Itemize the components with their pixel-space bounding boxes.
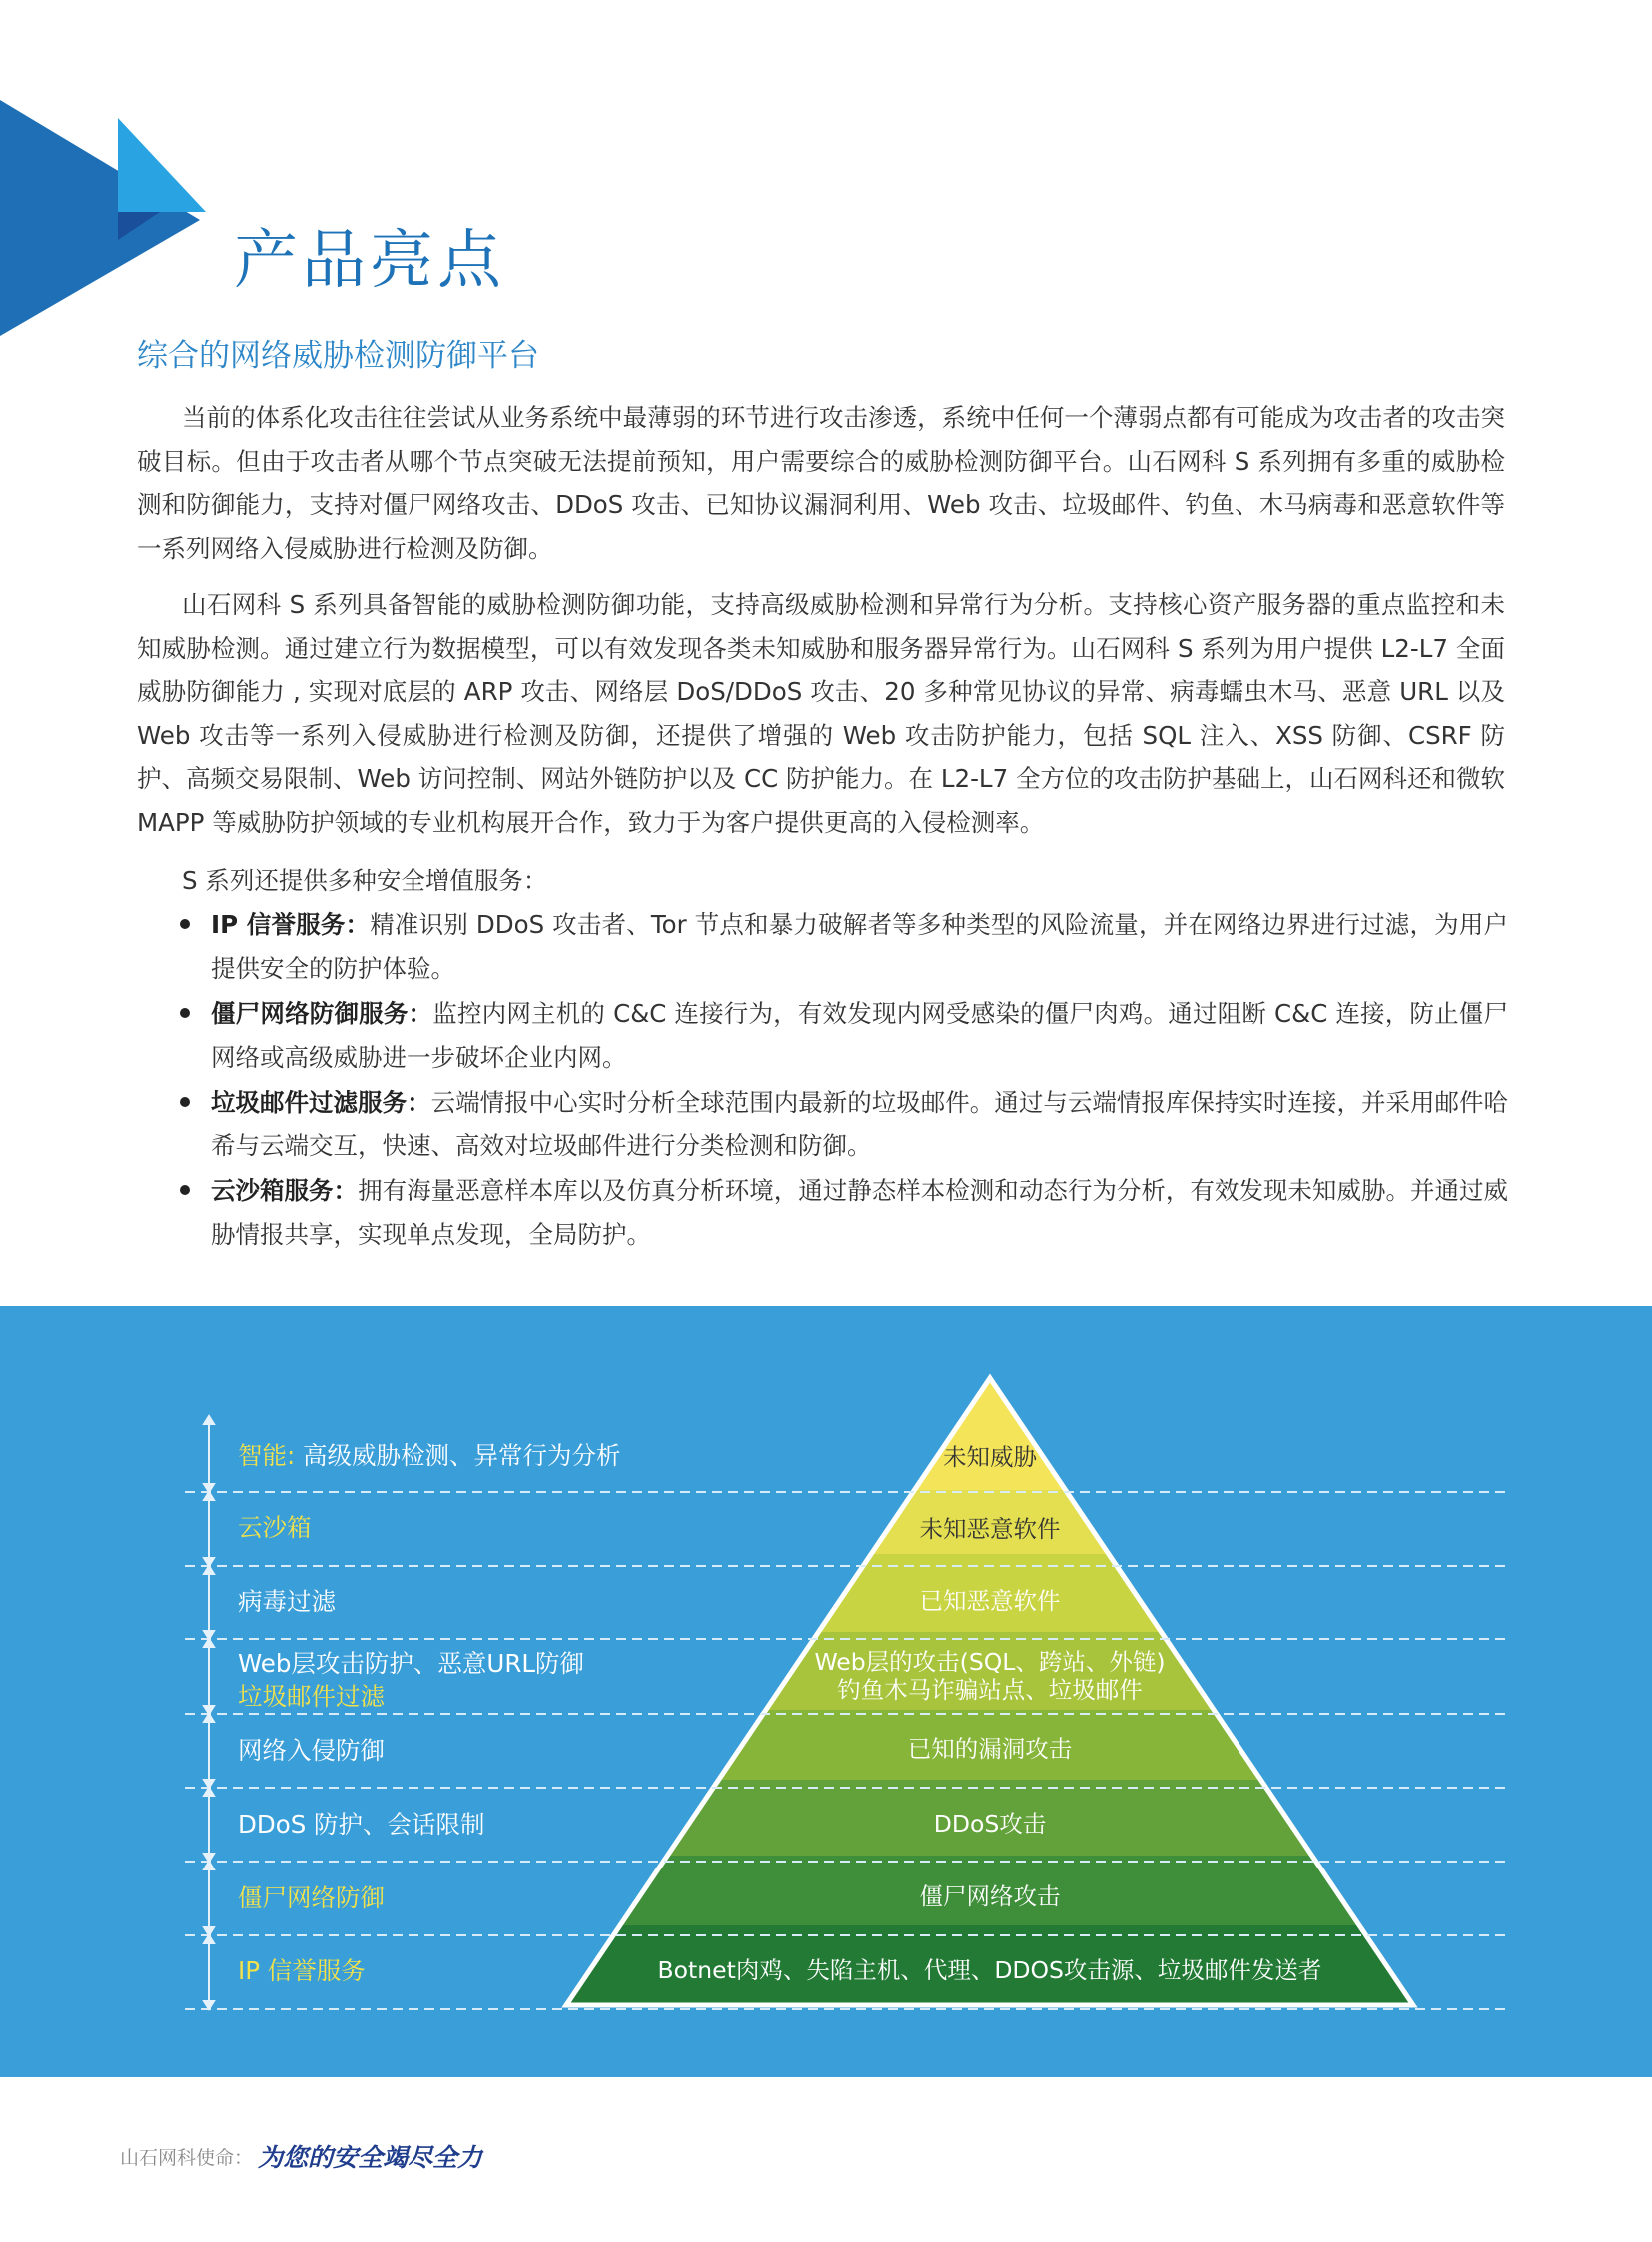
defense-label-intelligent [238, 1439, 621, 1473]
tier-label-web-attacks: Web层的攻击(SQL、跨站、外链) [814, 1648, 1166, 1676]
tier-label-phishing: 钓鱼木马诈骗站点、垃圾邮件 [837, 1676, 1143, 1704]
defense-label-ips: 网络入侵防御 [238, 1736, 385, 1765]
footer-slogan: 为您的安全竭尽全力 [258, 2143, 483, 2172]
service-item-cloud-sandbox [180, 1169, 1508, 1256]
service-text: 精准识别 DDoS 攻击者、Tor 节点和暴力破解者等多种类型的风险流量，并在网络边界进行过滤，为用户提供安全的防护体验。 [211, 910, 1509, 983]
page-title: 产品亮点 [234, 223, 505, 298]
bullet-icon [180, 1008, 190, 1018]
defense-pyramid-panel [0, 1306, 1652, 2077]
services-intro: S 系列还提供多种安全增值服务： [182, 866, 548, 895]
service-item-ip-reputation [180, 903, 1508, 990]
defense-label-ddos: DDoS 防护、会话限制 [238, 1810, 485, 1839]
tier-label-known-malware: 已知恶意软件 [919, 1587, 1061, 1615]
defense-label-virus-filter: 病毒过滤 [238, 1587, 336, 1616]
service-item-antispam [180, 1081, 1508, 1167]
paragraph-1: 当前的体系化攻击往往尝试从业务系统中最薄弱的环节进行攻击渗透，系统中任何一个薄弱点都有可能成为攻击者的攻击突破目标。但由于攻击者从哪个节点突破无法提前预知，用户需要综合的威胁检测防御平台。山石网科 S 系列拥有多重的威胁检测和防御能力，支持对僵尸网络攻击、DDoS 攻击、已知协议漏洞利用、Web 攻击、垃圾邮件、钓鱼、木马病毒和恶意软件等一系列网络入侵威胁进行检测及防御。 [137, 403, 1505, 563]
defense-label-prefix: 智能: [238, 1441, 296, 1470]
bullet-icon [180, 919, 190, 929]
service-text: 拥有海量恶意样本库以及仿真分析环境，通过静态样本检测和动态行为分析，有效发现未知威胁。并通过威胁情报共享，实现单点发现，全局防护。 [211, 1176, 1508, 1249]
tier-label-ddos-attack: DDoS攻击 [933, 1810, 1047, 1838]
defense-label-botnet: 僵尸网络防御 [238, 1883, 385, 1912]
defense-label-cloud-sandbox: 云沙箱 [238, 1513, 312, 1542]
defense-label-web-protection: Web层攻击防护、恶意URL防御 [238, 1649, 585, 1678]
footer-mission-label: 山石网科使命： [120, 2147, 254, 2169]
tier-label-unknown-malware: 未知恶意软件 [919, 1515, 1061, 1543]
service-text: 云端情报中心实时分析全球范围内最新的垃圾邮件。通过与云端情报库保持实时连接，并采用邮件哈希与云端交互，快速、高效对垃圾邮件进行分类检测和防御。 [211, 1088, 1509, 1160]
defense-label-spam-filter: 垃圾邮件过滤 [238, 1682, 385, 1711]
paragraph-2: 山石网科 S 系列具备智能的威胁检测防御功能，支持高级威胁检测和异常行为分析。支持核心资产服务器的重点监控和未知威胁检测。通过建立行为数据模型，可以有效发现各类未知威胁和服务器异常行为。山石网科 S 系列为用户提供 L2-L7 全面威胁防御能力 , 实现对底层的 ARP 攻击、网络层 DoS/DDoS 攻击、20 多种常见协议的异常、病毒蠕虫木马、恶意 URL 以及 Web 攻击等一系列入侵威胁进行检测及防御，还提供了增强的 Web 攻击防护能力，包括 SQL 注入、XSS 防御、CSRF 防护、高频交易限制、Web 访问控制、网站外链防护以及 CC 防护能力。在 L2-L7 全方位的攻击防护基础上，山石网科还和微软 MAPP 等威胁防护领域的专业机构展开合作，致力于为客户提供更高的入侵检测率。 [137, 590, 1505, 837]
tier-label-botnet-attack: 僵尸网络攻击 [919, 1882, 1061, 1910]
defense-label-ip-reputation: IP 信誉服务 [238, 1956, 366, 1985]
tier-label-botnet-sources: Botnet肉鸡、失陷主机、代理、DDOS攻击源、垃圾邮件发送者 [657, 1956, 1322, 1984]
services-list [180, 903, 1508, 1258]
service-text: 监控内网主机的 C&C 连接行为，有效发现内网受感染的僵尸肉鸡。通过阻断 C&C 连接，防止僵尸网络或高级威胁进一步破坏企业内网。 [211, 999, 1508, 1072]
bullet-icon [180, 1185, 190, 1195]
service-term: 僵尸网络防御服务： [211, 999, 433, 1028]
service-term: 云沙箱服务： [211, 1176, 359, 1205]
service-term: 垃圾邮件过滤服务： [211, 1088, 431, 1117]
defense-label-text: 高级威胁检测、异常行为分析 [295, 1441, 621, 1470]
tier-label-unknown-threat: 未知威胁 [943, 1443, 1037, 1471]
section-title: 综合的网络威胁检测防御平台 [137, 338, 539, 374]
bullet-icon [180, 1097, 190, 1107]
brand-triangle-logo [0, 100, 220, 340]
service-item-botnet [180, 992, 1508, 1079]
tier-label-known-exploits: 已知的漏洞攻击 [907, 1735, 1073, 1763]
service-term: IP 信誉服务： [211, 910, 371, 939]
